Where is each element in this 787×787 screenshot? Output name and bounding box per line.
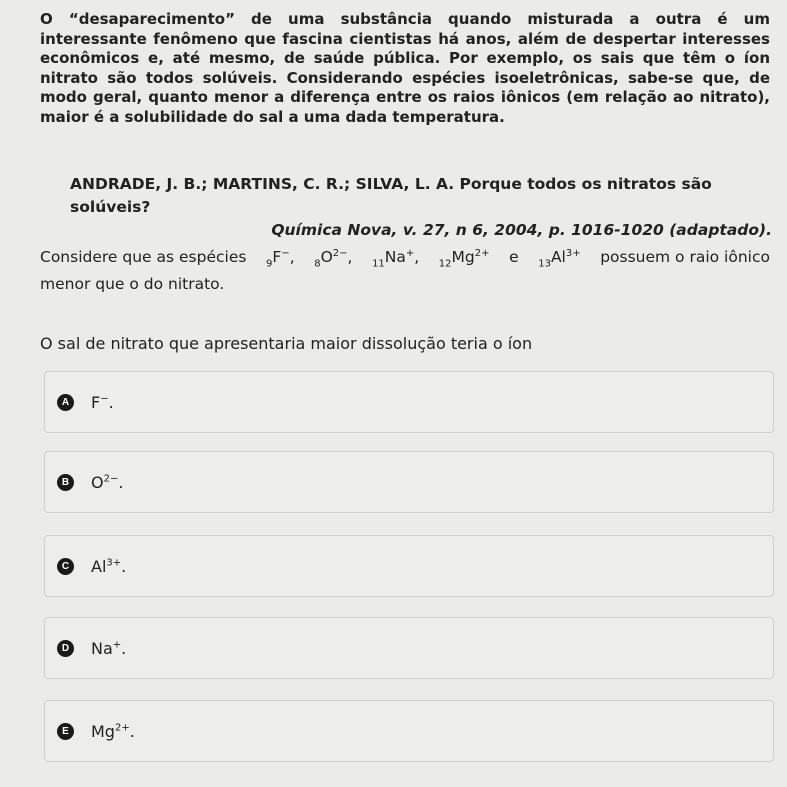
option-text: Na+. [91,638,127,658]
option-letter-badge: B [57,474,74,491]
citation [60,173,772,242]
species-item: $_{13}Al^{3+}$ [538,248,581,270]
passage-paragraph: O “desaparecimento” de uma substância quando misturada a outra é um interessante fenômeno que fascina cientistas há anos, além de despertar interesses econômicos e, até mesmo, de saúde pública. Por exemplo, os sais que têm o íon nitrato são todos solúveis. Considerando espécies isoeletrônicas, sabe-se que, de modo geral, quanto menor a diferença entre os raios iônicos (em relação ao nitrato), maior é a solubilidade do sal a uma dada temperatura. [40,10,770,126]
species-item: $_{11}$Na+, [372,248,420,270]
option-b[interactable] [44,451,774,513]
option-letter-badge: C [57,558,74,575]
question-stem: O sal de nitrato que apresentaria maior dissolução teria o íon [40,334,533,353]
consider-statement [40,243,770,295]
species-item: $_8O^{2-}$, [314,248,353,270]
option-text: F−. [91,392,114,412]
option-letter-badge: E [57,723,74,740]
consider-line2: menor que o do nitrato. [40,275,225,294]
option-text: $O^{2-}$. [91,472,124,492]
option-a[interactable] [44,371,774,433]
consider-tail: possuem o raio iônico [600,248,770,267]
species-item: $_{12}Mg^{2+}$ [438,248,490,270]
option-text: $Mg^{2+}$. [91,721,135,741]
citation-authors: ANDRADE, J. B.; MARTINS, C. R.; SILVA, L. A. Porque todos os nitratos são solúveis? [70,175,712,216]
option-c[interactable] [44,535,774,597]
citation-source: Química Nova, v. 27, n 6, 2004, p. 1016-1020 (adaptado). [271,221,772,239]
species-item: $_9$F−, [266,248,295,270]
consider-conjunction: e [509,248,519,267]
option-d[interactable] [44,617,774,679]
option-e[interactable] [44,700,774,762]
option-letter-badge: D [57,640,74,657]
consider-intro: Considere que as espécies [40,248,247,267]
option-letter-badge: A [57,394,74,411]
option-text: $Al^{3+}$. [91,556,127,576]
